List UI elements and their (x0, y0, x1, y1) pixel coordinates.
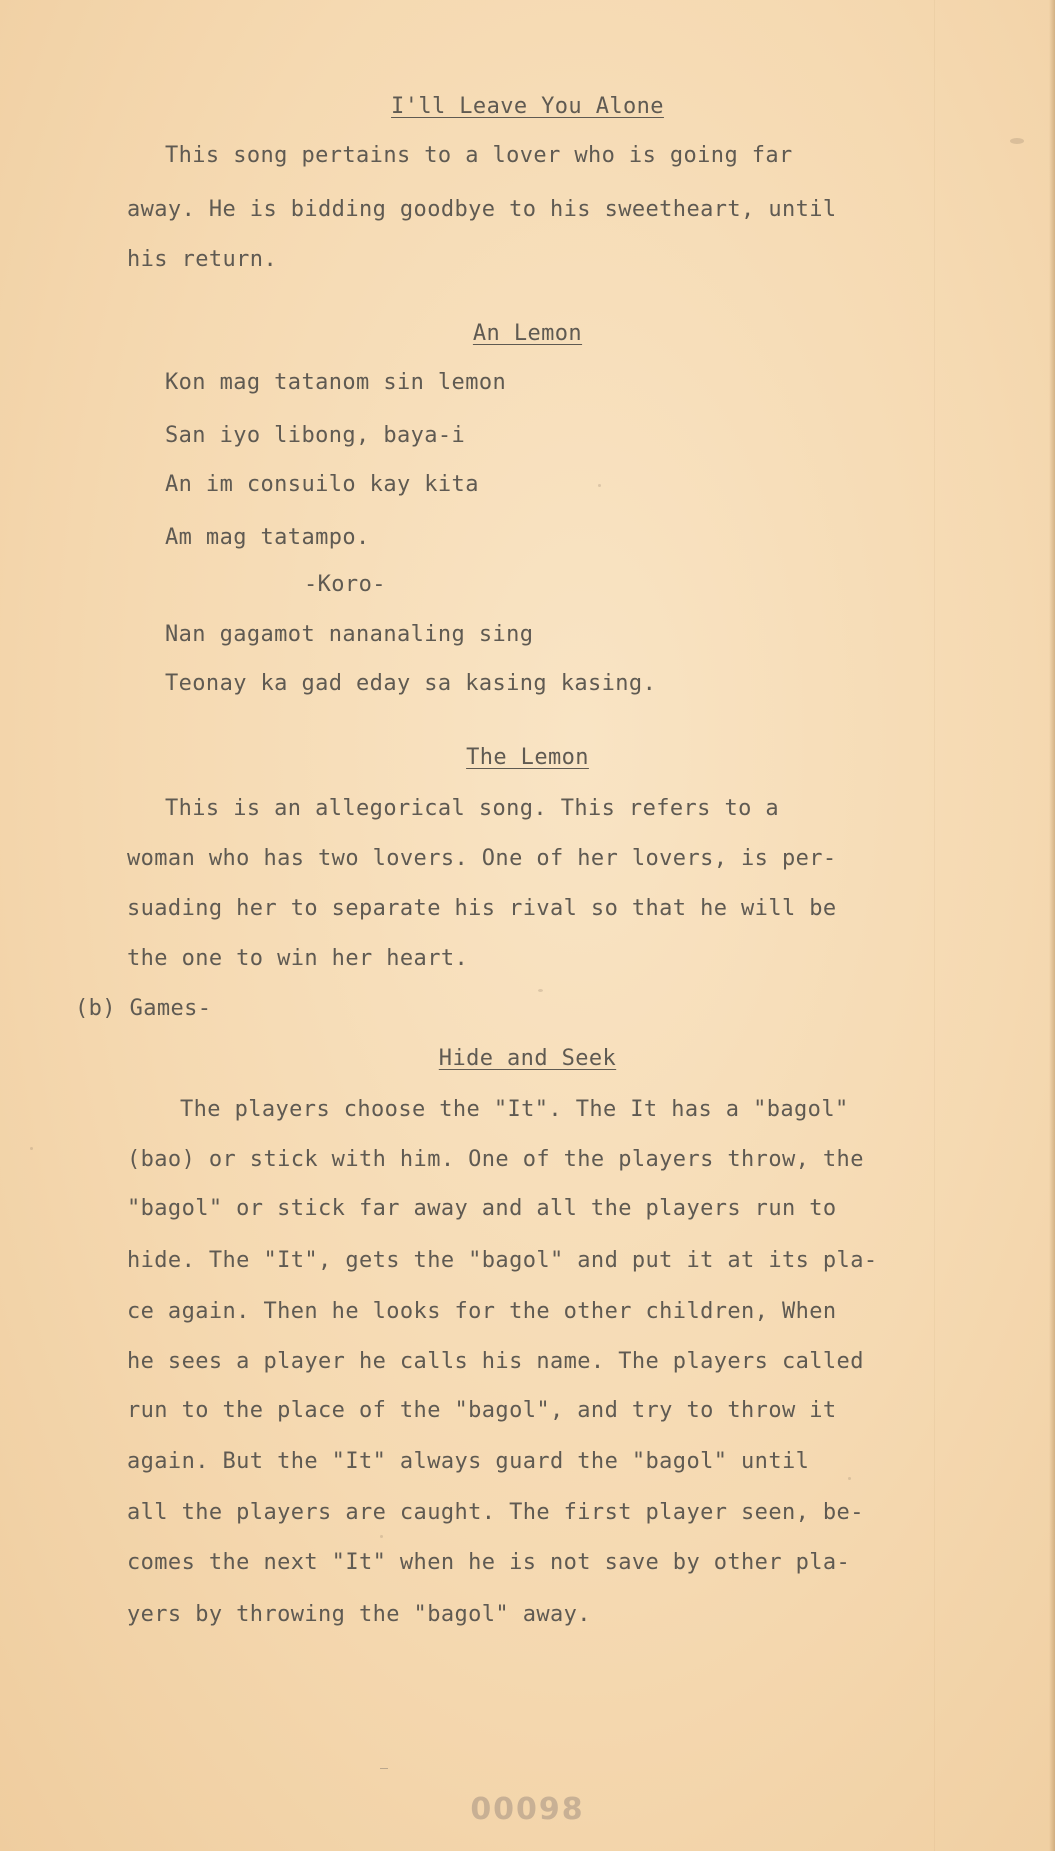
paper-speck (598, 484, 601, 487)
games-line-4: hide. The "It", gets the "bagol" and put it at its pla- (127, 1248, 878, 1273)
page-number-stamp: 00098 (470, 1792, 585, 1827)
song3-line-1: This is an allegorical song. This refers to a (165, 796, 780, 821)
song2-verse-line-1: Kon mag tatanom sin lemon (165, 370, 507, 395)
games-line-7: run to the place of the "bagol", and try to throw it (127, 1398, 837, 1423)
paper-speck (1010, 138, 1024, 144)
games-line-2: (bao) or stick with him. One of the players throw, the (127, 1147, 864, 1172)
song3-line-4: the one to win her heart. (127, 946, 469, 971)
paper-fold (934, 0, 935, 1851)
song2-verse-line-4: Am mag tatampo. (165, 525, 370, 550)
paper-speck (848, 1477, 851, 1480)
games-line-3: "bagol" or stick far away and all the players run to (127, 1196, 837, 1221)
song-title-ill-leave-you-alone: I'll Leave You Alone (391, 94, 664, 119)
games-line-1: The players choose the "It". The It has a "bagol" (180, 1097, 849, 1122)
games-line-5: ce again. Then he looks for the other children, When (127, 1299, 837, 1324)
paper-speck (538, 989, 543, 992)
games-line-8: again. But the "It" always guard the "bagol" until (127, 1449, 810, 1474)
song2-chorus-label: -Koro- (304, 572, 386, 597)
games-line-11: yers by throwing the "bagol" away. (127, 1602, 591, 1627)
games-line-10: comes the next "It" when he is not save by other pla- (127, 1550, 851, 1575)
song3-line-3: suading her to separate his rival so that he will be (127, 896, 837, 921)
games-line-6: he sees a player he calls his name. The players called (127, 1349, 864, 1374)
song-title-the-lemon: The Lemon (466, 745, 589, 770)
song2-verse-line-3: An im consuilo kay kita (165, 472, 479, 497)
song2-chorus-line-1: Nan gagamot nananaling sing (165, 622, 534, 647)
song3-line-2: woman who has two lovers. One of her lovers, is per- (127, 846, 837, 871)
stamp-tick-mark (380, 1768, 388, 1769)
song-title-an-lemon: An Lemon (472, 321, 583, 346)
song1-line-2: away. He is bidding goodbye to his sweetheart, until (127, 197, 837, 222)
game-title-hide-and-seek: Hide and Seek (438, 1046, 617, 1071)
paper-speck (30, 1147, 33, 1150)
games-heading: (b) Games- (75, 996, 212, 1021)
paper-speck (380, 1535, 383, 1538)
song2-verse-line-2: San iyo libong, baya-i (165, 423, 466, 448)
song2-chorus-line-2: Teonay ka gad eday sa kasing kasing. (165, 671, 657, 696)
song1-line-3: his return. (127, 247, 278, 272)
song1-line-1: This song pertains to a lover who is going far (165, 143, 793, 168)
paper-edge (1049, 0, 1055, 1851)
games-line-9: all the players are caught. The first player seen, be- (127, 1500, 864, 1525)
